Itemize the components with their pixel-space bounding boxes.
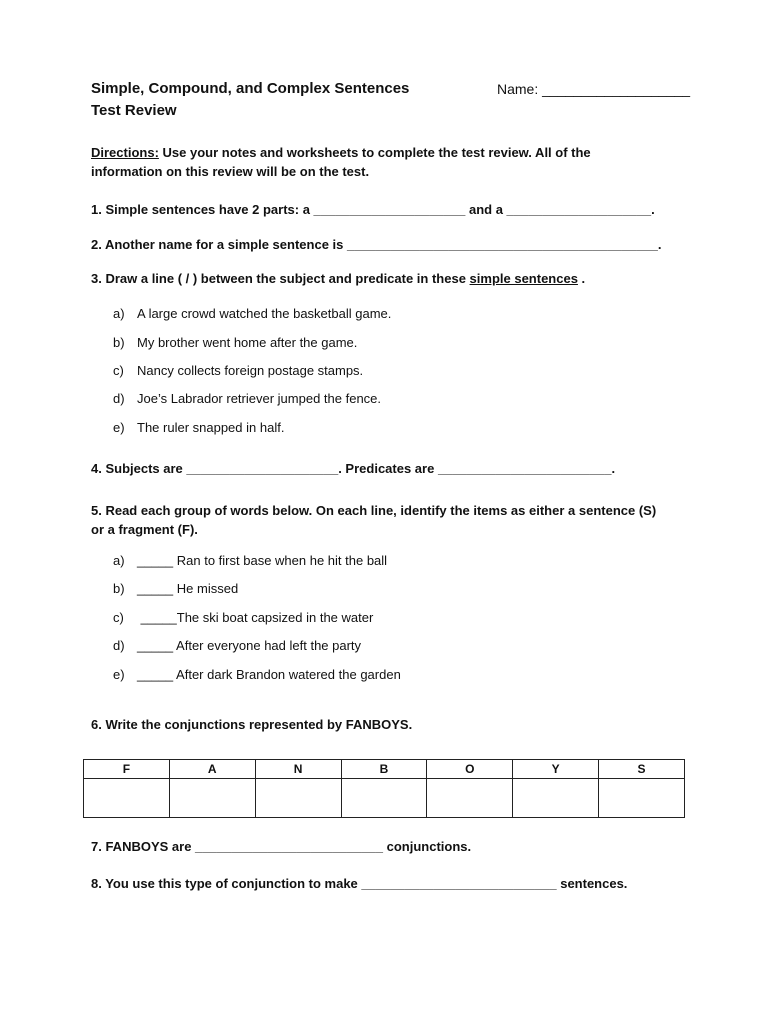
fanboys-answer-cell[interactable]	[255, 779, 341, 818]
question-4: 4. Subjects are _____________________. Predicates are ________________________.	[91, 461, 616, 476]
list-item: d) _____ After everyone had left the party	[113, 638, 362, 653]
question-6: 6. Write the conjunctions represented by FANBOYS.	[91, 717, 413, 732]
fanboys-header-s: S	[599, 760, 685, 779]
fanboys-answer-cell[interactable]	[169, 779, 255, 818]
question-8: 8. You use this type of conjunction to make ___________________________ sentences.	[91, 876, 628, 891]
fanboys-header-f: F	[84, 760, 170, 779]
list-item: b) My brother went home after the game.	[113, 335, 358, 350]
fanboys-answer-cell[interactable]	[599, 779, 685, 818]
question-3-emphasis: simple sentences	[469, 271, 578, 286]
directions-line1: Use your notes and worksheets to complete the test review. All of the	[158, 145, 591, 160]
list-item: e) The ruler snapped in half.	[113, 420, 285, 435]
fanboys-header-a: A	[169, 760, 255, 779]
directions-label: Directions:	[91, 145, 159, 160]
name-field: Name: ___________________	[497, 81, 691, 97]
list-item: c) Nancy collects foreign postage stamps.	[113, 363, 364, 378]
list-item: c) _____The ski boat capsized in the water	[113, 610, 374, 625]
fanboys-header-y: Y	[513, 760, 599, 779]
list-item: e) _____ After dark Brandon watered the garden	[113, 667, 401, 682]
question-2: 2. Another name for a simple sentence is ___________________________________________.	[91, 237, 662, 252]
list-item: d) Joe’s Labrador retriever jumped the fence.	[113, 391, 382, 406]
fanboys-answer-cell[interactable]	[427, 779, 513, 818]
question-3-prefix: 3. Draw a line ( / ) between the subject and predicate in these	[91, 271, 470, 286]
list-item: a) _____ Ran to first base when he hit the ball	[113, 553, 388, 568]
worksheet-subtitle: Test Review	[91, 102, 177, 119]
question-5-line2: or a fragment (F).	[91, 522, 198, 537]
question-5-line1: 5. Read each group of words below. On each line, identify the items as either a sentence (S)	[91, 503, 657, 518]
question-3	[91, 271, 585, 286]
directions-line2: information on this review will be on the test.	[91, 164, 370, 179]
fanboys-answer-cell[interactable]	[513, 779, 599, 818]
fanboys-table	[83, 759, 685, 818]
list-item: b) _____ He missed	[113, 581, 239, 596]
worksheet-title: Simple, Compound, and Complex Sentences	[91, 80, 410, 97]
question-1: 1. Simple sentences have 2 parts: a _____________________ and a ____________________.	[91, 202, 655, 217]
fanboys-header-n: N	[255, 760, 341, 779]
fanboys-answer-row	[84, 779, 685, 818]
fanboys-answer-cell[interactable]	[341, 779, 427, 818]
question-7: 7. FANBOYS are __________________________ conjunctions.	[91, 839, 472, 854]
list-item: a) A large crowd watched the basketball game.	[113, 306, 392, 321]
fanboys-header-o: O	[427, 760, 513, 779]
fanboys-answer-cell[interactable]	[84, 779, 170, 818]
question-3-suffix: .	[577, 271, 586, 286]
fanboys-header-row	[84, 760, 685, 779]
directions	[91, 145, 591, 160]
fanboys-header-b: B	[341, 760, 427, 779]
